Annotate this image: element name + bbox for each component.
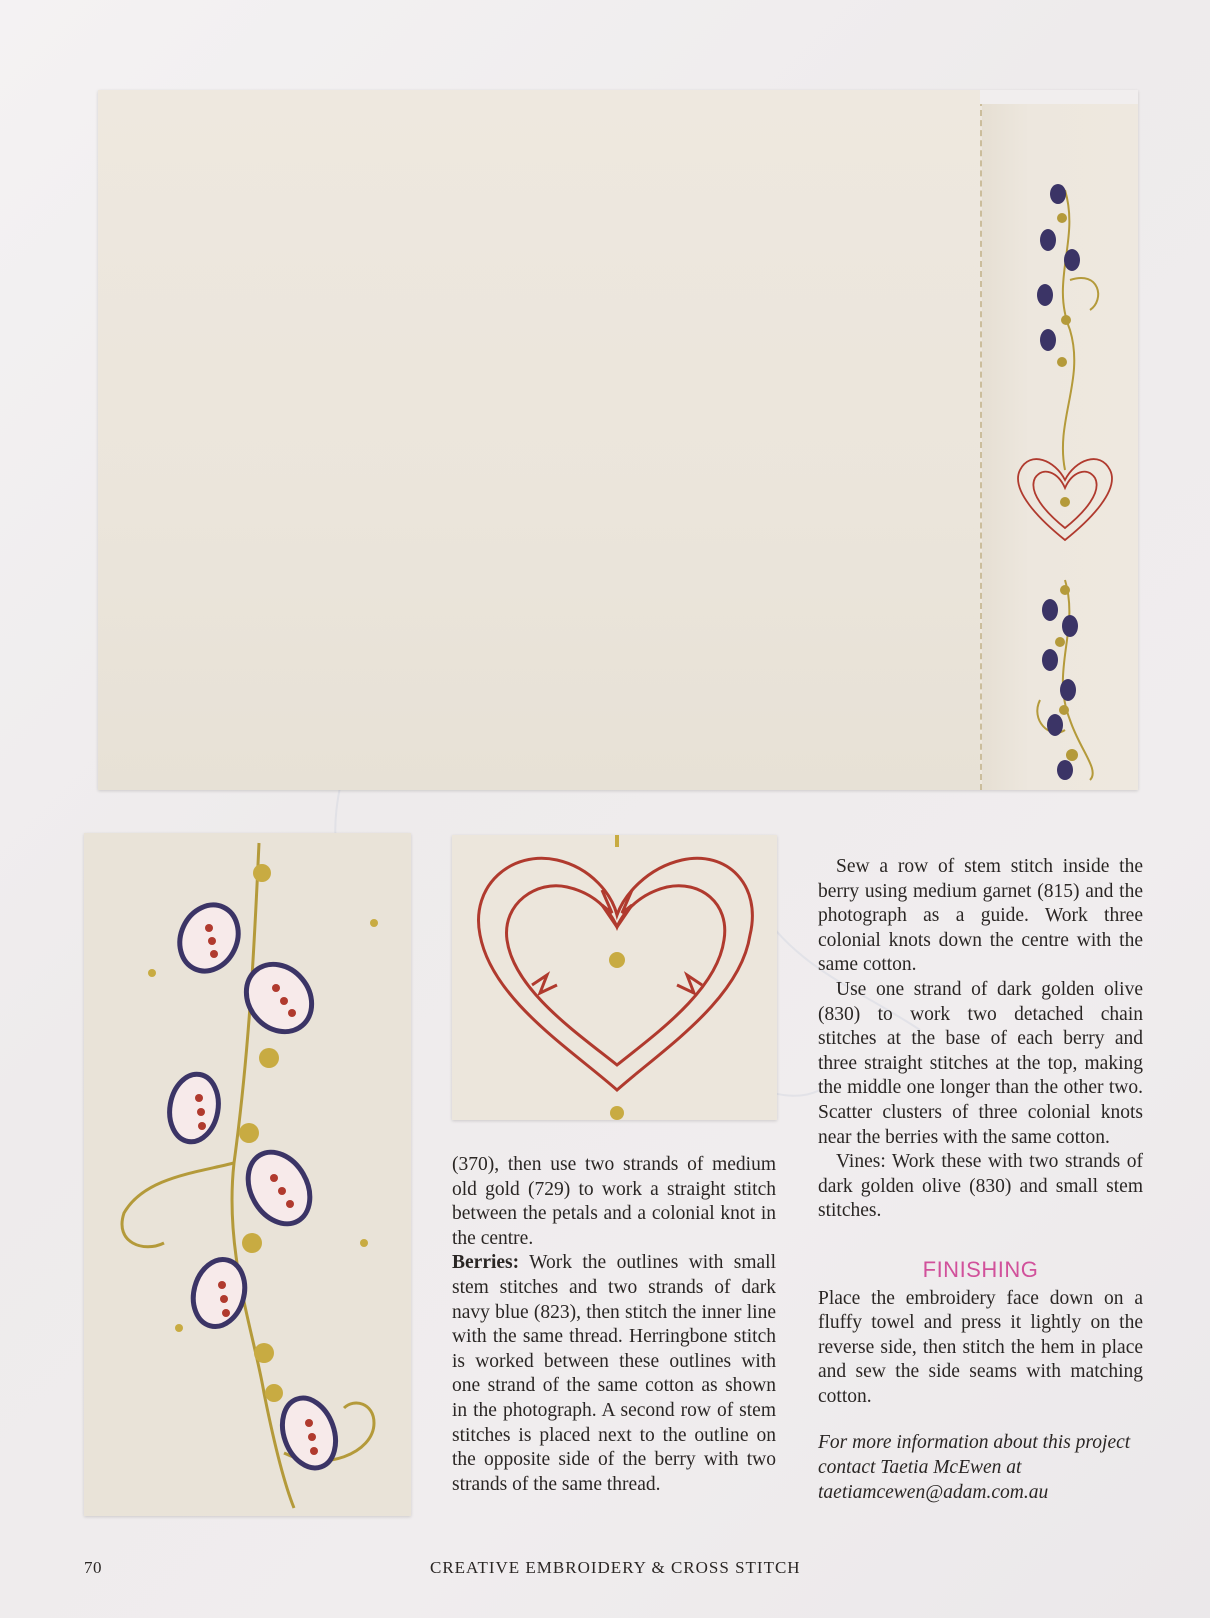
paragraph-golden-olive: Use one strand of dark golden olive (830) to work two detached chain stitches at the base of each berry and three straight stitches at the top, making the middle one longer than the other two. Scatter clusters of three colonial knots near the berries with the same cotton. — [818, 978, 1143, 1148]
finishing-heading: FINISHING — [922, 1256, 1039, 1282]
pillowcase-photo — [98, 90, 1138, 790]
berries-label: Berries: — [452, 1252, 520, 1274]
paragraph-finishing: Place the embroidery face down on a fluffy towel and press it lightly on the reverse side, then stitch the hem in place and sew the side seams with matching cotton. — [818, 1287, 1143, 1407]
heart-detail-photo — [452, 835, 777, 1120]
pillowcase-embroidery — [1010, 180, 1130, 790]
page-number: 70 — [84, 1558, 102, 1577]
contact-info: For more information about this project contact Taetia McEwen at taetiamcewen@adam.com.au — [818, 1432, 1131, 1503]
paragraph-vines: Vines: Work these with two strands of dark golden olive (830) and small stem stitches. — [818, 1151, 1143, 1222]
vine-embroidery — [84, 833, 411, 1516]
berries — [164, 895, 344, 1475]
magazine-title: CREATIVE EMBROIDERY & CROSS STITCH — [430, 1558, 801, 1577]
paragraph-berry-stem-stitch: Sew a row of stem stitch inside the berry using medium garnet (815) and the photograph as a guide. Work three colonial knots down the centre with the same cotton. — [818, 856, 1143, 976]
berries-text: Work the outlines with small stem stitches and two strands of dark navy blue (823), then stitch the inner line with the same thread. Herringbone stitch is worked between these outlines with one strand of the same cotton as shown in the photograph. A second row of stem stitches is placed next to the outline on the opposite side of the berry with two strands of the same thread. — [452, 1252, 776, 1495]
pillowcase-band-notch — [980, 90, 1138, 104]
heart-embroidery — [452, 835, 777, 1120]
vine-detail-photo — [84, 833, 411, 1516]
paragraph-flower-continued: (370), then use two strands of medium old gold (729) to work a straight stitch between the petals and a colonial knot in the centre. — [452, 1154, 776, 1249]
paragraph-berries — [452, 1251, 776, 1497]
pillowcase-body — [98, 90, 980, 790]
instructions-column-middle — [452, 1153, 776, 1497]
instructions-column-right — [818, 855, 1143, 1505]
